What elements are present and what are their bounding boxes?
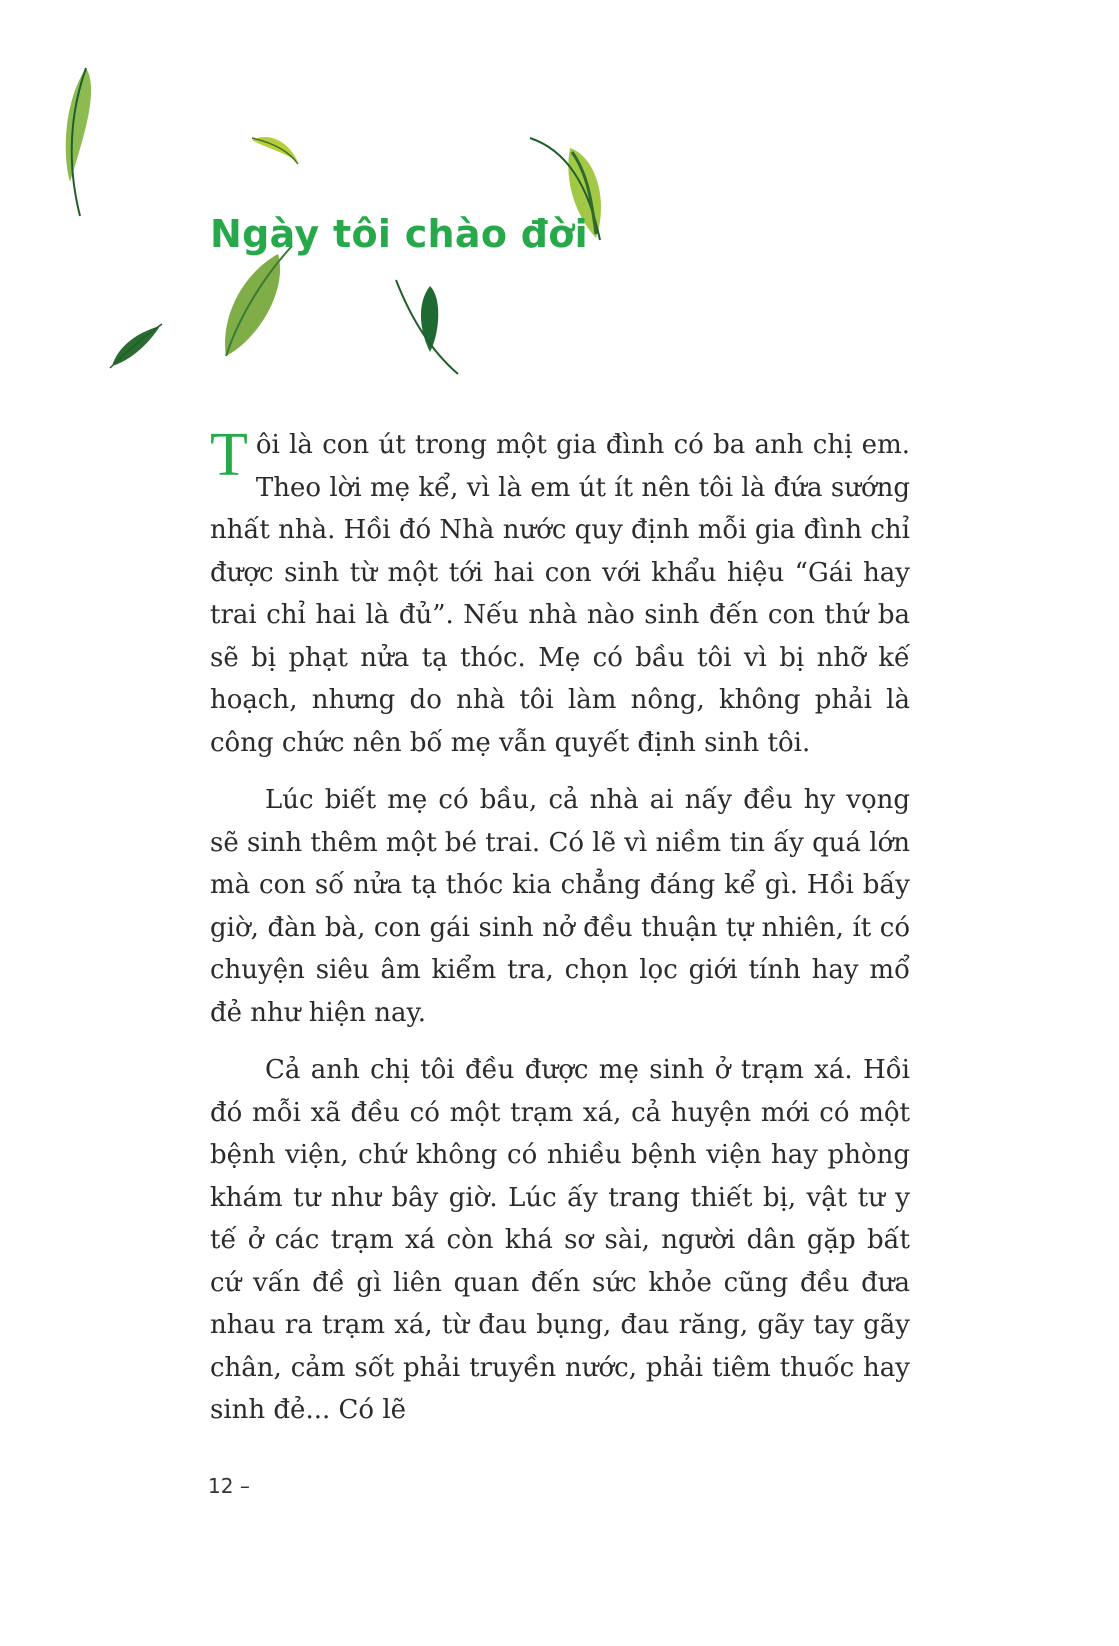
- leaf-decoration: [0, 0, 1119, 420]
- paragraph: Lúc biết mẹ có bầu, cả nhà ai nấy đều hy vọng sẽ sinh thêm một bé trai. Có lẽ vì niềm tin ấy quá lớn mà con số nửa tạ thóc kia chẳng đáng kể gì. Hồi bấy giờ, đàn bà, con gái sinh nở đều thuận tự nhiên, ít có chuyện siêu âm kiểm tra, chọn lọc giới tính hay mổ đẻ như hiện nay.: [210, 785, 910, 1028]
- paragraph: [210, 421, 910, 764]
- page-dash: –: [239, 1474, 250, 1498]
- leaf-icon: [248, 130, 304, 170]
- leaf-icon: [216, 244, 296, 360]
- chapter-title: Ngày tôi chào đời: [210, 212, 588, 256]
- leaf-icon: [52, 62, 102, 222]
- drop-cap: T: [210, 421, 248, 489]
- page-number: 12: [208, 1474, 234, 1498]
- leaf-icon: [390, 276, 464, 380]
- paragraph-text: ôi là con út trong một gia đình có ba anh chị em. Theo lời mẹ kể, vì là em út ít nên tôi là đứa sướng nhất nhà. Hồi đó Nhà nước quy định mỗi gia đình chỉ được sinh từ một tới hai con với khẩu hiệu “Gái hay trai chỉ hai là đủ”. Nếu nhà nào sinh đến con thứ ba sẽ bị phạt nửa tạ thóc. Mẹ có bầu tôi vì bị nhỡ kế hoạch, nhưng do nhà tôi làm nông, không phải là công chức nên bố mẹ vẫn quyết định sinh tôi.: [210, 430, 910, 758]
- chapter-body: [210, 421, 910, 1447]
- page-footer: [208, 1474, 250, 1498]
- paragraph: Cả anh chị tôi đều được mẹ sinh ở trạm xá. Hồi đó mỗi xã đều có một trạm xá, cả huyện mới có một bệnh viện, chứ không có nhiều bệnh viện hay phòng khám tư như bây giờ. Lúc ấy trang thiết bị, vật tư y tế ở các trạm xá còn khá sơ sài, người dân gặp bất cứ vấn đề gì liên quan đến sức khỏe cũng đều đưa nhau ra trạm xá, từ đau bụng, đau răng, gãy tay gãy chân, cảm sốt phải truyền nước, phải tiêm thuốc hay sinh đẻ... Có lẽ: [210, 1055, 910, 1425]
- leaf-icon: [106, 320, 166, 372]
